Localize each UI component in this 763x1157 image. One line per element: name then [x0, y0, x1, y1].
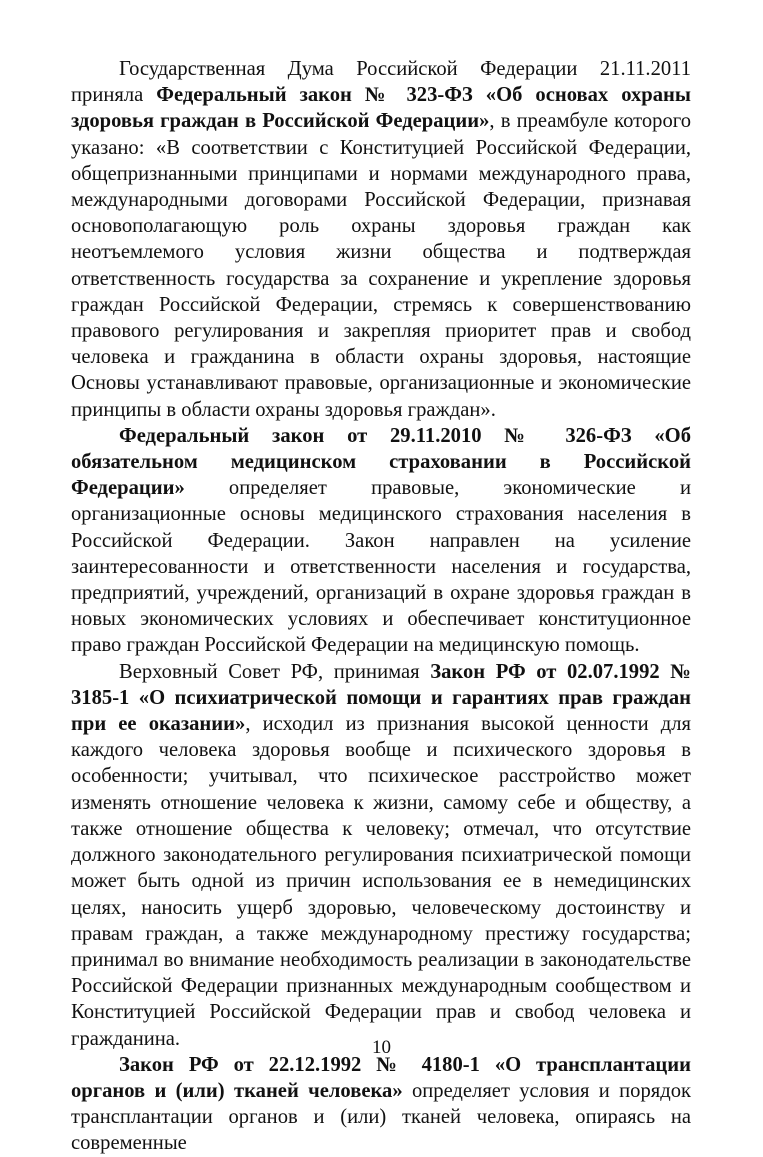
- law-title: Закон РФ от 02.07.1992 № 3185-1 «О психиатрической помощи и гарантиях прав граждан при ее оказании»: [71, 660, 691, 736]
- law-title: Закон РФ от 22.12.1992 № 4180-1 «О трансплантации органов и (или) тканей человека»: [71, 1053, 691, 1102]
- law-title: Федеральный закон от 29.11.2010 № 326-ФЗ «Об обязательном медицинском страховании в Российской Федерации»: [71, 424, 691, 500]
- paragraph-text: Государственная Дума Российской Федерации 21.11.2011 приняла: [71, 58, 691, 107]
- paragraph-text: , в преамбуле которого указано: «В соответствии с Конституцией Российской Федерации, общепризнанными принципами и нормами международного права, международными договорами Российской Федерации, признавая основополагающую роль охраны здоровья граждан как неотъемлемого условия жизни общества и подтверждая ответственность государства за сохранение и укрепление здоровья граждан Российской Федерации, стремясь к совершенствованию правового регулирования и закрепляя приоритет прав и свобод человека и гражданина в области охраны здоровья, настоящие Основы устанавливают правовые, организационные и экономические принципы в области охраны здоровья граждан».: [71, 110, 691, 421]
- paragraph-text: , исходил из признания высокой ценности для каждого человека здоровья вообще и психического здоровья в особенности; учитывал, что психическое расстройство может изменять отношение человека к жизни, самому себе и обществу, а также отношение общества к человеку; отмечал, что отсутствие должного законодательного регулирования психиатрической помощи может быть одной из причин использования ее в немедицинских целях, наносить ущерб здоровью, человеческому достоинству и правам граждан, а также международному престижу государства; принимал во внимание необходимость реализации в законодательстве Российской Федерации признанных международным сообществом и Конституцией Российской Федерации прав и свобод человека и гражданина.: [71, 713, 691, 1050]
- paragraph-law-4180: [71, 1052, 691, 1157]
- paragraph-law-326: [71, 423, 691, 659]
- paragraph-text: определяет условия и порядок трансплантации органов и (или) тканей человека, опираясь на современные: [71, 1079, 691, 1155]
- paragraph-law-323: [71, 56, 691, 423]
- document-body: [71, 56, 691, 1157]
- paragraph-text: Верховный Совет РФ, принимая: [119, 660, 431, 683]
- law-title: Федеральный закон № 323-ФЗ «Об основах охраны здоровья граждан в Российской Федерации»: [71, 84, 691, 133]
- paragraph-law-3185: [71, 659, 691, 1052]
- page-number: 10: [372, 1037, 391, 1058]
- paragraph-text: определяет правовые, экономические и организационные основы медицинского страхования населения в Российской Федерации. Закон направлен на усиление заинтересованности и ответственности населения и государства, предприятий, учреждений, организаций в охране здоровья граждан в новых экономических условиях и обеспечивает конституционное право граждан Российской Федерации на медицинскую помощь.: [71, 477, 691, 657]
